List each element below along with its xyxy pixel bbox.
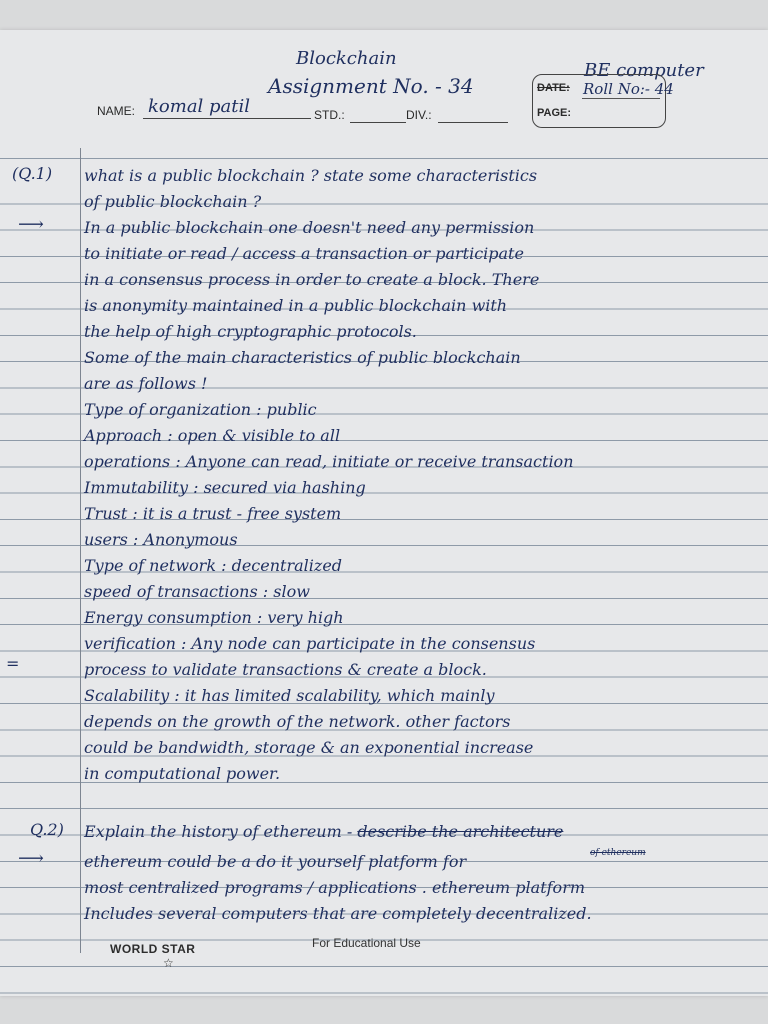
answer-2-line-1: ethereum could be a do it yourself platform for [84,852,467,871]
characteristic-users: users : Anonymous [84,530,238,549]
answer-line-3: in a consensus process in order to create a block. There [84,270,540,289]
answer-line-7: are as follows ! [84,374,208,393]
answer-2-arrow: ⟶ [18,848,44,869]
answer-line-1: In a public blockchain one doesn't need any permission [84,218,535,237]
question-2-text [84,822,563,841]
subject-title: Blockchain [296,48,397,69]
characteristic-organization: Type of organization : public [84,400,317,419]
question-2-struck: describe the architecture [357,822,564,841]
star-icon: ☆ [163,956,174,970]
department: BE computer [584,60,704,81]
name-underline [143,118,311,119]
div-underline [438,122,508,123]
date-label: DATE: [537,82,570,94]
answer-line-2: to initiate or read / access a transaction or participate [84,244,524,263]
characteristic-approach: Approach : open & visible to all [84,426,341,445]
answer-2-line-3: Includes several computers that are completely decentralized. [84,904,592,923]
answer-line-6: Some of the main characteristics of public blockchain [84,348,521,367]
characteristic-network: Type of network : decentralized [84,556,343,575]
characteristic-scalability-cont-3: in computational power. [84,764,281,783]
question-2-prompt: Explain the history of ethereum - [84,822,353,841]
notebook-page [0,30,768,996]
characteristic-immutability: Immutability : secured via hashing [84,478,366,497]
student-name: komal patil [148,96,251,117]
answer-2-line-2: most centralized programs / applications . ethereum platform [84,878,586,897]
question-1-label: (Q.1) [12,164,53,183]
answer-line-5: the help of high cryptographic protocols. [84,322,417,341]
question-2-superscript: of ethereum [590,848,646,858]
side-mark: = [6,654,20,673]
margin-line [80,148,81,953]
assignment-number: Assignment No. - 34 [268,74,474,98]
characteristic-verification: verification : Any node can participate in the consensus [84,634,536,653]
characteristic-operations: operations : Anyone can read, initiate or receive transaction [84,452,574,471]
roll-number: Roll No:- 44 [583,80,674,98]
characteristic-trust: Trust : it is a trust - free system [84,504,342,523]
div-label: DIV.: [406,108,432,122]
std-label: STD.: [314,108,345,122]
characteristic-speed: speed of transactions : slow [84,582,310,601]
answer-1-arrow: ⟶ [18,214,44,235]
footer-note: For Educational Use [312,936,421,950]
characteristic-verification-cont: process to validate transactions & create a block. [84,660,487,679]
page-label: PAGE: [537,107,572,119]
question-2-label: Q.2) [30,820,64,839]
characteristic-scalability: Scalability : it has limited scalability, which mainly [84,686,495,705]
answer-line-4: is anonymity maintained in a public blockchain with [84,296,508,315]
characteristic-scalability-cont-2: could be bandwidth, storage & an exponential increase [84,738,534,757]
std-underline [350,122,406,123]
characteristic-scalability-cont-1: depends on the growth of the network. other factors [84,712,511,731]
q1-line-2: of public blockchain ? [84,192,262,211]
q1-line-1: what is a public blockchain ? state some characteristics [84,166,538,185]
date-underline [582,98,660,99]
characteristic-energy: Energy consumption : very high [84,608,344,627]
brand-logo: WORLD STAR [110,942,196,956]
name-label: NAME: [97,104,136,118]
